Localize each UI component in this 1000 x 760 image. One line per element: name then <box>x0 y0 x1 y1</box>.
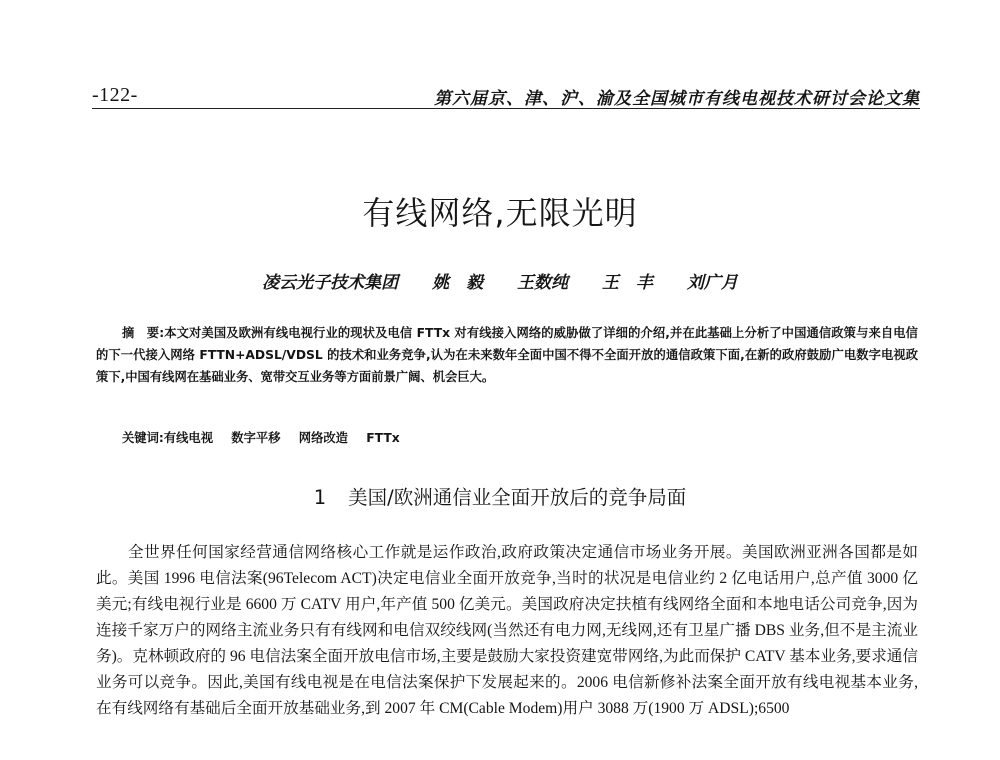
page-number: -122- <box>92 84 138 106</box>
author-line <box>0 268 1000 293</box>
running-head: 第六届京、津、沪、渝及全国城市有线电视技术研讨会论文集 <box>434 89 920 109</box>
author-organization: 凌云光子技术集团 <box>262 273 399 293</box>
keywords <box>122 428 414 446</box>
section-heading <box>0 482 1000 510</box>
keywords-label: 关键词: <box>122 431 164 445</box>
author-name: 王 丰 <box>601 273 653 293</box>
author-name: 刘广月 <box>686 273 738 293</box>
abstract <box>96 322 918 388</box>
page-header <box>92 82 920 109</box>
abstract-label: 摘 要: <box>122 326 165 340</box>
section-title: 美国/欧洲通信业全面开放后的竞争局面 <box>348 486 687 509</box>
keyword: FTTx <box>366 431 400 445</box>
abstract-text: 本文对美国及欧洲有线电视行业的现状及电信 FTTx 对有线接入网络的威胁做了详细的介绍,并在此基础上分析了中国通信政策与来自电信的下一代接入网络 FTTN+ADSL/VDSL 的技术和业务竞争,认为在未来数年全面中国不得不全面开放的通信政策下面,在新的政府鼓励广电数字电视政策下,中国有线网在基础业务、宽带交互业务等方面前景广阔、机会巨大。 <box>96 326 918 384</box>
keyword: 有线电视 <box>163 431 214 445</box>
keyword: 网络改造 <box>298 431 348 445</box>
paper-title: 有线网络,无限光明 <box>362 194 638 232</box>
body-paragraph: 全世界任何国家经营通信网络核心工作就是运作政治,政府政策决定通信市场业务开展。美国欧洲亚洲各国都是如此。美国 1996 电信法案(96Telecom ACT)决定电信业全面开放竞争,当时的状况是电信业约 2 亿电话用户,总产值 3000 亿美元;有线电视行业是 6600 万 CATV 用户,年产值 500 亿美元。美国政府决定扶植有线网络全面和本地电话公司竞争,因为连接千家万户的网络主流业务只有有线网和电信双绞线网(当然还有电力网,无线网,还有卫星广播 DBS 业务,但不是主流业务)。克林顿政府的 96 电信法案全面开放电信市场,主要是鼓励大家投资建宽带网络,为此而保护 CATV 基本业务,要求通信业务可以竞争。因此,美国有线电视是在电信法案保护下发展起来的。2006 电信新修补法案全面开放有线电视基本业务,在有线网络有基础后全面开放基础业务,到 2007 年 CM(Cable Modem)用户 3088 万(1900 万 ADSL);6500 <box>96 544 918 717</box>
author-name: 姚 毅 <box>432 273 484 293</box>
author-name: 王数纯 <box>517 273 568 293</box>
keyword: 数字平移 <box>231 431 281 445</box>
section-number: 1 <box>313 486 327 509</box>
